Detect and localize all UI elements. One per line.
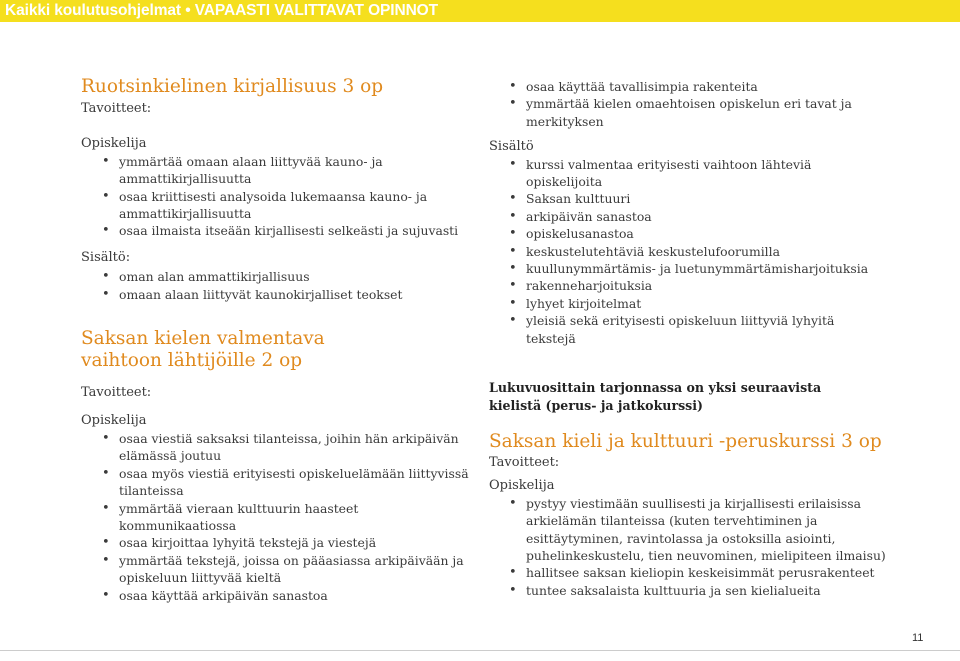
list-item: • kurssi valmentaa erityisesti vaihtoon lähteviä opiskelijoita [489,156,869,191]
list-item: • rakenneharjoituksia [489,277,869,294]
goals-list [489,495,889,599]
goals-label: Tavoitteet: [81,101,152,116]
left-column [81,76,481,604]
goals-list-continued [489,78,864,130]
header-bar [0,0,960,22]
list-item: • oman alan ammattikirjallisuus [81,268,481,285]
list-item: • osaa myös viestiä erityisesti opiskeluelämään liittyvissä tilanteissa [81,465,476,500]
list-item: • osaa kriittisesti analysoida lukemaansa kauno- ja ammattikirjallisuutta [81,188,481,223]
student-label: Opiskelija [81,136,147,152]
list-item: • ymmärtää tekstejä, joissa on pääasiassa arkipäivään ja opiskeluun liittyvää kieltä [81,552,476,587]
content-label: Sisältö: [81,249,131,265]
course-title-german-basic: Saksan kieli ja kulttuuri -peruskurssi 3 op [489,430,882,452]
list-item: • kuullunymmärtämis- ja luetunymmärtämisharjoituksia [489,260,869,277]
list-item: • arkipäivän sanastoa [489,208,869,225]
list-item: • lyhyet kirjoitelmat [489,295,869,312]
list-item: • hallitsee saksan kieliopin keskeisimmät perusrakenteet [489,564,889,581]
list-item: • osaa käyttää arkipäivän sanastoa [81,587,476,604]
content-label: Sisältö [489,139,534,155]
list-item: • ymmärtää vieraan kulttuurin haasteet kommunikaatiossa [81,500,476,535]
header-title: Kaikki koulutusohjelmat • VAPAASTI VALITTAVAT OPINNOT [5,2,439,19]
list-item: • pystyy viestimään suullisesti ja kirjallisesti erilaisissa arkielämän tilanteissa (kuten tervehtiminen ja esittäytyminen, ravintolassa ja ostoksilla asiointi, puhelinkeskustelu, tien neuvominen, mielipiteen ilmaisu) [489,495,889,565]
course-title-swedish-literature: Ruotsinkielinen kirjallisuus 3 op [81,76,384,97]
goals-list [81,430,476,604]
student-label: Opiskelija [489,478,555,494]
list-item: • tuntee saksalaista kulttuuria ja sen kielialueita [489,582,889,599]
language-offering-intro: Lukuvuosittain tarjonnassa on yksi seuraavista kielistä (perus- ja jatkokurssi) [489,380,822,413]
list-item: • ymmärtää omaan alaan liittyvää kauno- ja ammattikirjallisuutta [81,153,481,188]
content-list [81,268,481,303]
content-list [489,156,869,347]
list-item: • ymmärtää kielen omaehtoisen opiskelun eri tavat ja merkityksen [489,95,864,130]
goals-list [81,153,481,240]
list-item: • osaa viestiä saksaksi tilanteissa, joihin hän arkipäivän elämässä joutuu [81,430,476,465]
footer-divider [0,650,960,651]
goals-label: Tavoitteet: [489,454,560,470]
page-number: 11 [912,632,924,644]
list-item: • opiskelusanastoa [489,225,869,242]
student-label: Opiskelija [81,413,147,429]
list-item: • osaa ilmaista itseään kirjallisesti selkeästi ja sujuvasti [81,222,481,239]
right-column [489,78,909,599]
list-item: • Saksan kulttuuri [489,190,869,207]
list-item: • osaa kirjoittaa lyhyitä tekstejä ja viestejä [81,534,476,551]
list-item: • yleisiä sekä erityisesti opiskeluun liittyviä lyhyitä tekstejä [489,312,869,347]
list-item: • omaan alaan liittyvät kaunokirjalliset teokset [81,286,481,303]
course-title-german-preparatory: Saksan kielen valmentava vaihtoon lähtijöille 2 op [81,328,325,372]
goals-label: Tavoitteet: [81,385,152,401]
list-item: • osaa käyttää tavallisimpia rakenteita [489,78,864,95]
list-item: • keskustelutehtäviä keskustelufoorumilla [489,243,869,260]
